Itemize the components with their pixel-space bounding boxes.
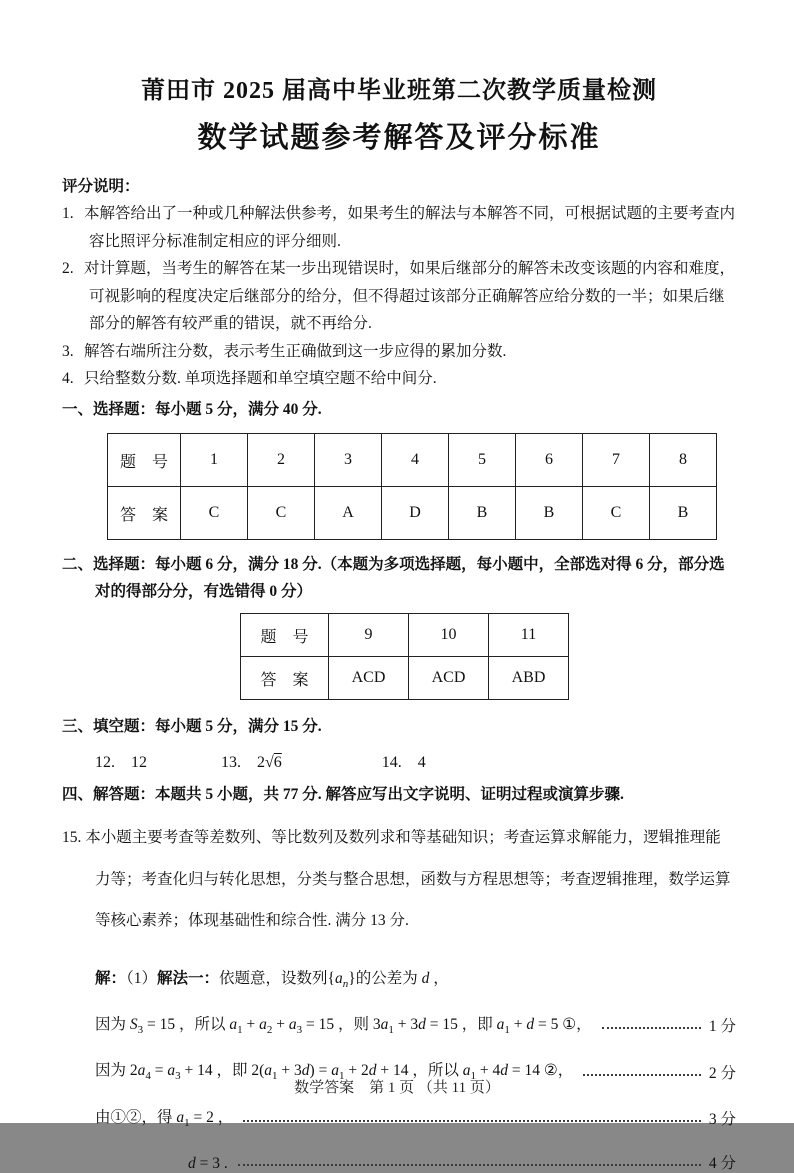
solution-step-3	[62, 1105, 736, 1129]
grading-note-3	[62, 338, 736, 366]
table-cell-label: 答 案	[241, 657, 329, 700]
note-text: 解答右端所注分数，表示考生正确做到这一步应得的累加分数.	[84, 342, 507, 360]
table-cell: 2	[248, 434, 315, 487]
step-score: 1 分	[708, 1018, 736, 1036]
question15-description: 15. 本小题主要考查等差数列、等比数列及数列求和等基础知识；考查运算求解能力，逻辑推理能力等；考查化归与转化思想，分类与整合思想，函数与方程思想等；考查逻辑推理，数学运算等核心素养；体现基础性和综合性. 满分 13 分.	[62, 828, 731, 930]
step-formula: 因为 $S_3 = 15$ ，所以 $a_1 + a_2 + a_3 = 15$ ，则 $3a_1 + 3d = 15$ ，即 $a_1 + d = 5$ ①，	[95, 1016, 592, 1037]
note-text: 对计算题，当考生的解答在某一步出现错误时，如果后继部分的解答未改变该题的内容和难度，可视影响的程度决定后继部分的给分，但不得超过该部分正确解答应给分数的一半；如果后继部分的解答有较严重的错误，就不再给分.	[84, 260, 736, 333]
table-cell: B	[449, 487, 516, 540]
table-cell: 3	[315, 434, 382, 487]
blank-number: 13.	[221, 754, 241, 772]
grading-note-1	[62, 200, 736, 255]
blank-answer-12	[95, 754, 147, 772]
table-cell-label: 题 号	[241, 614, 329, 657]
table-cell: 8	[650, 434, 717, 487]
grading-note-4	[62, 365, 736, 393]
table-cell-label: 题 号	[108, 434, 181, 487]
section3-heading: 三、填空题：每小题 5 分，满分 15 分.	[62, 718, 322, 736]
table-cell: A	[315, 487, 382, 540]
table-cell: ACD	[409, 657, 489, 700]
step-score: 3 分	[708, 1110, 736, 1128]
section1-heading: 一、选择题：每小题 5 分，满分 40 分.	[62, 401, 322, 419]
table-cell: ACD	[329, 657, 409, 700]
blank-answer-14	[382, 754, 426, 772]
note-text: 只给整数分数. 单项选择题和单空填空题不给中间分.	[84, 370, 437, 388]
table-row-answers	[241, 657, 569, 700]
step-formula: d = 3 .	[188, 1154, 228, 1172]
table-cell: 7	[583, 434, 650, 487]
answer-table-multi-choice	[240, 613, 569, 700]
grading-note-2	[62, 255, 736, 338]
answer-table-single-choice	[107, 433, 717, 540]
step-formula: 因为 $2a_4 = a_3 + 14$ ，即 $2(a_1 + 3d) = a_1 + 2d + 14$ ，所以 $a_1 + 4d = 14$ ②，	[95, 1062, 574, 1083]
table-cell: 10	[409, 614, 489, 657]
table-cell-label: 答 案	[108, 487, 181, 540]
note-number: 4.	[62, 370, 74, 388]
table-cell: B	[516, 487, 583, 540]
section2-heading: 二、选择题：每小题 6 分，满分 18 分.（本题为多项选择题，每小题中，全部选对得 6 分，部分选对的得部分分，有选错得 0 分）	[62, 556, 725, 600]
table-cell: D	[382, 487, 449, 540]
dotted-leader	[243, 1120, 701, 1122]
blank-value: 2√6	[257, 754, 282, 772]
solution-step-4	[62, 1151, 736, 1173]
table-cell: ABD	[489, 657, 569, 700]
table-cell: 11	[489, 614, 569, 657]
step-score: 4 分	[708, 1154, 736, 1172]
table-row-question-numbers	[241, 614, 569, 657]
blank-number: 14.	[381, 754, 402, 772]
page-footer: 数学答案 第 1 页 （共 11 页）	[294, 1080, 500, 1096]
table-cell: C	[181, 487, 248, 540]
step-score: 2 分	[708, 1064, 736, 1082]
step-formula: 由①②，得 $a_1 = 2$ ，	[95, 1108, 234, 1129]
table-cell: C	[248, 487, 315, 540]
dotted-leader	[602, 1027, 701, 1029]
note-number: 3.	[62, 342, 74, 360]
page-title: 莆田市 2025 届高中毕业班第二次教学质量检测	[141, 78, 657, 104]
table-cell: 4	[382, 434, 449, 487]
table-cell: 9	[329, 614, 409, 657]
note-number: 2.	[62, 260, 74, 278]
blank-number: 12.	[95, 754, 115, 772]
table-cell: 6	[516, 434, 583, 487]
table-cell: B	[650, 487, 717, 540]
blank-value: 12	[131, 754, 147, 772]
blank-answer-13	[221, 754, 282, 772]
solution-intro: 解：（1）解法一：依题意，设数列$\{a_n\}$的公差为 d ，	[95, 970, 449, 991]
table-cell: 5	[449, 434, 516, 487]
fill-in-answers	[62, 754, 736, 772]
blank-value: 4	[417, 754, 426, 772]
page-subtitle: 数学试题参考解答及评分标准	[197, 122, 601, 154]
table-row-answers	[108, 487, 717, 540]
note-number: 1.	[62, 205, 74, 222]
table-row-question-numbers	[108, 434, 717, 487]
grading-notes-heading: 评分说明：	[62, 178, 140, 195]
dotted-leader	[238, 1164, 701, 1166]
solution-step-1	[62, 1012, 736, 1036]
note-text: 本解答给出了一种或几种解法供参考，如果考生的解法与本解答不同，可根据试题的主要考查内容比照评分标准制定相应的评分细则.	[84, 205, 736, 250]
section4-heading: 四、解答题：本题共 5 小题，共 77 分. 解答应写出文字说明、证明过程或演算步骤.	[62, 786, 624, 804]
table-cell: 1	[181, 434, 248, 487]
table-cell: C	[583, 487, 650, 540]
